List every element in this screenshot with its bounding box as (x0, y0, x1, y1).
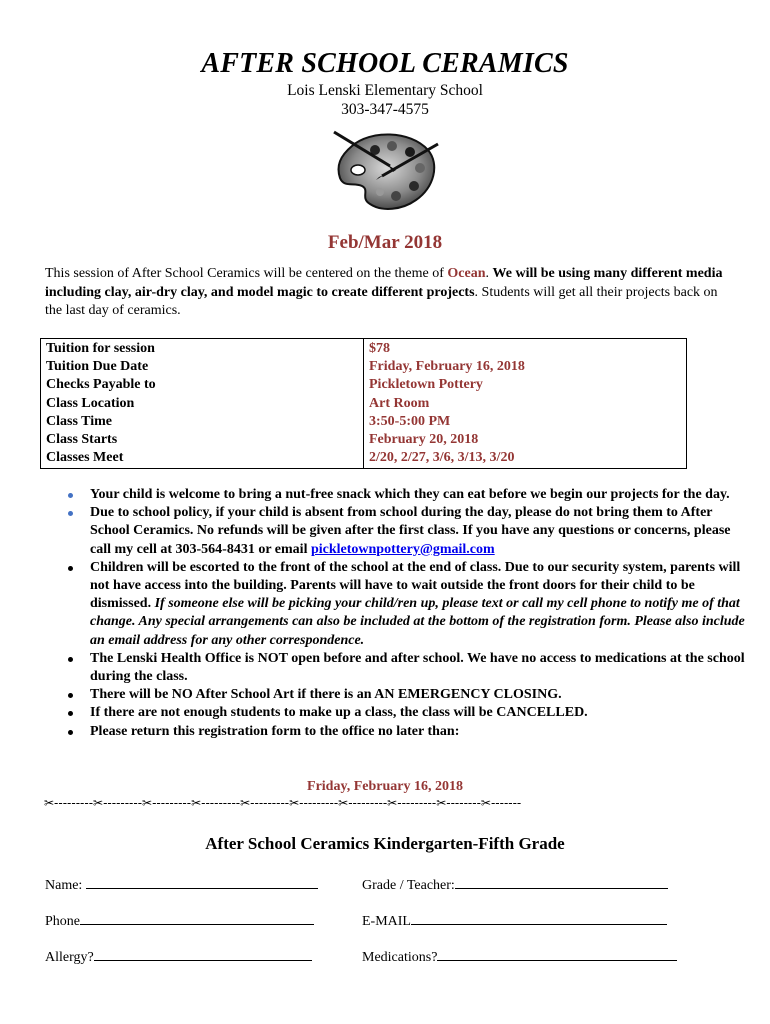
medications-field[interactable] (362, 946, 677, 966)
bullet-icon (68, 693, 73, 698)
rules-list (45, 486, 745, 741)
rule-item (45, 559, 745, 650)
rule-text: Children will be escorted to the front of the school at the end of class. Due to our security system, parents will not have access into the building. Parents will have to wait outside the front doors for their child to be dismissed. (90, 559, 741, 612)
phone-label: Phone (45, 914, 80, 929)
scissors-cut-line: ✂---------✂---------✂---------✂---------✂---------✂---------✂---------✂---------✂--------✂------- (44, 796, 522, 810)
medications-label: Medications? (362, 950, 438, 965)
class-info-table (40, 338, 687, 469)
phone-input-line[interactable] (80, 910, 314, 925)
grade-teacher-input-line[interactable] (455, 874, 668, 889)
intro-paragraph (45, 265, 725, 321)
info-value: $78 (369, 341, 390, 356)
allergy-field[interactable] (45, 946, 312, 966)
intro-text-1: This session of After School Ceramics will be centered on the theme of (45, 266, 448, 281)
rule-italic-text: If someone else will be picking your child/ren up, please text or call my cell phone to notify me of that change. Any special arrangements can also be included at the bottom of the registration form. Please also include an email address for any other correspondence. (90, 596, 745, 648)
rule-item (45, 686, 745, 704)
bullet-icon (68, 711, 73, 716)
info-label: Checks Payable to (46, 377, 156, 393)
paint-palette-icon (330, 126, 442, 214)
grade-teacher-label: Grade / Teacher: (362, 878, 455, 893)
email-input-line[interactable] (411, 910, 667, 925)
bullet-icon (68, 657, 73, 662)
rule-text: The Lenski Health Office is NOT open before and after school. We have no access to medications at the school during the class. (90, 650, 745, 685)
session-heading: Feb/Mar 2018 (327, 232, 443, 253)
info-label: Class Time (46, 413, 112, 429)
bullet-icon (68, 566, 73, 571)
rule-item (45, 650, 745, 686)
email-link[interactable]: pickletownpottery@gmail.com (310, 541, 495, 557)
info-labels-cell (41, 339, 364, 469)
info-values-cell (364, 339, 687, 469)
grade-teacher-field[interactable] (362, 874, 668, 894)
info-value: February 20, 2018 (369, 432, 479, 448)
name-input-line[interactable] (86, 874, 318, 889)
bullet-icon (68, 511, 73, 516)
rule-text: Due to school policy, if your child is absent from school during the day, please do not bring them to After School Ceramics. No refunds will be given after the first class. If you have any questions or concerns, please call my cell at 303-564-8431 or email (90, 505, 731, 557)
rule-item (45, 723, 745, 741)
form-title: After School Ceramics Kindergarten-Fifth Grade (205, 834, 565, 853)
school-phone: 303-347-4575 (341, 101, 429, 118)
rule-item (45, 504, 745, 559)
phone-field[interactable] (45, 910, 314, 930)
rule-text: There will be NO After School Art if there is an AN EMERGENCY CLOSING. (90, 687, 562, 703)
theme-highlight: Ocean (447, 266, 486, 281)
intro-bold-text: We will be using many different media including clay, air-dry clay, and model magic to create different projects (45, 266, 723, 300)
rule-text: Please return this registration form to the office no later than: (90, 723, 460, 739)
rule-item (45, 704, 745, 722)
email-label: E-MAIL (362, 914, 411, 929)
info-label: Tuition Due Date (46, 359, 149, 375)
info-value: 3:50-5:00 PM (369, 413, 451, 429)
name-label: Name: (45, 878, 86, 893)
bullet-icon (68, 730, 73, 735)
rule-text: If there are not enough students to make up a class, the class will be CANCELLED. (90, 705, 588, 721)
info-value: 2/20, 2/27, 3/6, 3/13, 3/20 (369, 450, 515, 466)
info-label: Class Starts (46, 432, 118, 448)
info-label: Tuition for session (46, 341, 155, 356)
info-label: Classes Meet (46, 450, 124, 466)
allergy-label: Allergy? (45, 950, 94, 965)
info-value: Art Room (369, 395, 430, 411)
info-value: Pickletown Pottery (369, 377, 483, 393)
name-field[interactable] (45, 874, 318, 894)
info-label: Class Location (46, 395, 135, 411)
intro-text-2: . (485, 266, 493, 281)
bullet-icon (68, 493, 73, 498)
allergy-input-line[interactable] (94, 946, 312, 961)
page-title: AFTER SCHOOL CERAMICS (201, 48, 569, 79)
rule-item (45, 486, 745, 504)
info-value: Friday, February 16, 2018 (369, 359, 525, 375)
email-field[interactable] (362, 910, 667, 930)
rule-text: Your child is welcome to bring a nut-free snack which they can eat before we begin our projects for the day. (90, 487, 730, 502)
school-name: Lois Lenski Elementary School (287, 82, 483, 99)
intro-text-3: . Students will get all their projects back on the last day of ceramics. (45, 284, 718, 318)
medications-input-line[interactable] (437, 946, 677, 961)
return-deadline: Friday, February 16, 2018 (307, 779, 463, 794)
